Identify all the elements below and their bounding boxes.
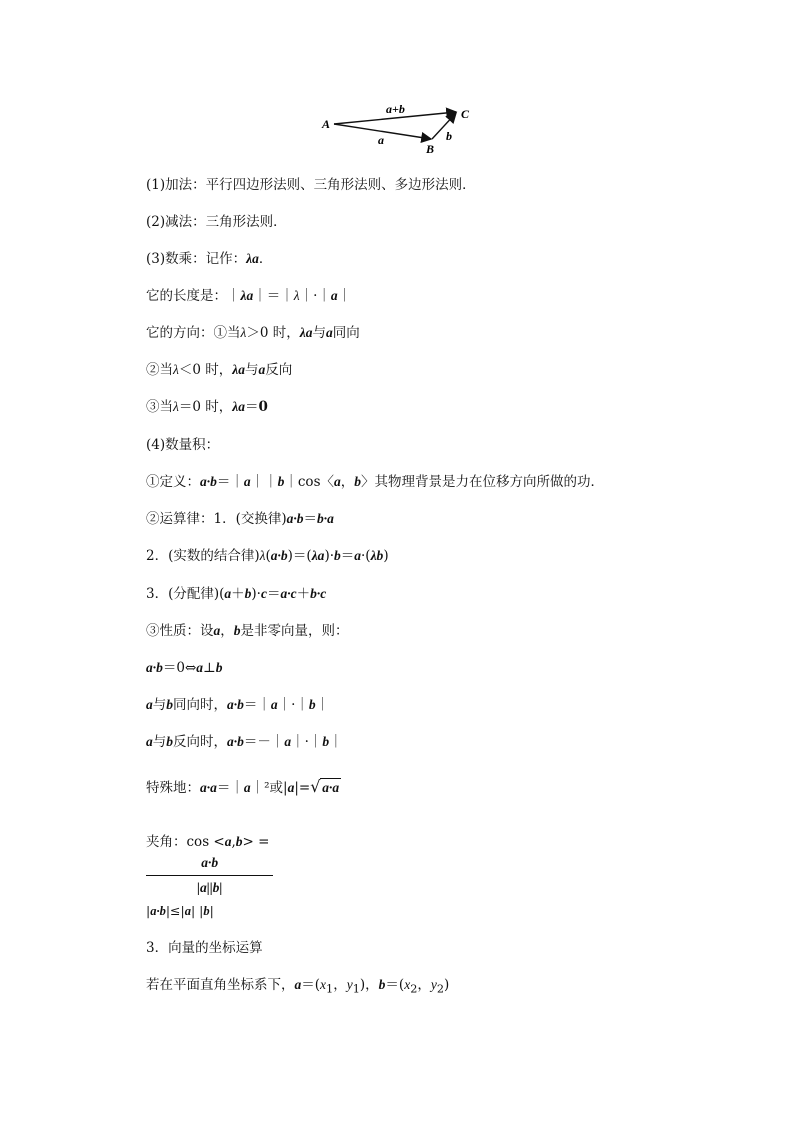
math: a — [243, 474, 251, 489]
text: ＝0 时， — [178, 399, 233, 415]
math: λa — [246, 251, 259, 266]
text: ｜cos〈 — [284, 474, 334, 490]
text: 同向时， — [173, 697, 227, 713]
opposite-direction-line — [146, 733, 343, 751]
math: a — [287, 780, 295, 795]
math: λa — [311, 548, 325, 563]
text: 3．向量的坐标运算 — [146, 940, 263, 956]
text: (2)减法：三角形法则． — [146, 214, 287, 230]
length-line — [146, 287, 351, 305]
associative-law-line — [146, 547, 389, 565]
text: ) — [383, 548, 389, 564]
text: ③当 — [146, 399, 173, 415]
math: a — [330, 288, 338, 303]
cauchy-schwarz-line — [146, 902, 214, 920]
angle-formula-line — [146, 832, 273, 898]
math: a — [224, 834, 232, 849]
math: b — [166, 734, 173, 749]
text: ＝( — [301, 977, 321, 993]
math: b — [235, 834, 243, 849]
math: a·c — [280, 586, 297, 601]
text: 与 — [152, 734, 167, 750]
text: ＝ — [340, 548, 355, 564]
math: a — [243, 780, 251, 795]
text: 与 — [312, 325, 326, 341]
text: ， — [220, 623, 234, 639]
subscript: 2 — [436, 982, 445, 996]
text: )， — [359, 977, 379, 993]
text: ＝ — [266, 586, 281, 602]
text: 夹角：cos < — [146, 834, 225, 850]
math: b — [203, 904, 210, 918]
text: ＝ — [303, 511, 317, 527]
math: a·a — [200, 780, 217, 795]
text: ｜·｜ — [299, 288, 331, 304]
text: ( — [265, 548, 271, 564]
text: ＝( — [385, 977, 405, 993]
scalar-mult-line — [146, 250, 272, 268]
dot-product-heading — [146, 436, 219, 454]
text: ， — [333, 977, 347, 993]
text: 同向 — [332, 325, 360, 341]
text: ①定义： — [146, 474, 200, 490]
text: | — [146, 903, 151, 918]
text: (3)数乘：记作： — [146, 251, 247, 267]
subscript: 2 — [410, 982, 418, 996]
special-case-line — [146, 778, 341, 797]
math: x — [320, 977, 327, 992]
math: λ — [173, 399, 179, 414]
text: 特殊地： — [146, 780, 200, 796]
text: (1)加法：平行四边形法则、三角形法则、多边形法则． — [146, 177, 476, 193]
math: a — [184, 904, 191, 918]
text: , — [231, 834, 236, 850]
text: ｜·｜ — [291, 734, 323, 750]
text: ． — [258, 251, 273, 267]
text: ， — [417, 977, 431, 993]
addition-rule-line — [146, 176, 476, 194]
direction-line-1 — [146, 324, 360, 342]
text: 3．(分配律)( — [146, 586, 225, 602]
coordinate-section-heading — [146, 939, 263, 957]
commutative-law-line — [146, 510, 334, 528]
math: a — [326, 325, 333, 340]
math: λa — [232, 362, 245, 377]
math: a — [146, 734, 153, 749]
text: ②运算律：1．(交换律) — [146, 511, 287, 527]
math: a — [146, 697, 153, 712]
math: y — [346, 977, 353, 992]
text: ＜0 时， — [178, 362, 233, 378]
direction-line-2 — [146, 361, 292, 379]
point-c-label: C — [461, 107, 470, 121]
math: a·b — [200, 474, 217, 489]
text: ＋ — [296, 586, 311, 602]
math: a·b — [227, 734, 244, 749]
text: )＝( — [287, 548, 312, 564]
math: λa — [240, 288, 254, 303]
perpendicular-line — [146, 659, 222, 677]
math: b·c — [310, 586, 327, 601]
direction-line-3 — [146, 398, 268, 416]
math: a — [294, 977, 302, 992]
properties-intro-line — [146, 622, 349, 640]
subtraction-rule-line — [146, 213, 287, 231]
text: (4)数量积： — [146, 437, 220, 453]
math: λb — [370, 548, 384, 563]
text: ③性质：设 — [146, 623, 214, 639]
subscript: 1 — [326, 982, 334, 996]
text: |= — [294, 780, 311, 796]
fraction-denominator: |a||b| — [197, 879, 223, 895]
text: ｜＝｜ — [253, 288, 294, 304]
math: λa — [232, 399, 245, 414]
math: λ — [240, 325, 247, 340]
math: c — [260, 586, 267, 601]
math: x — [404, 977, 411, 992]
text: ｜²或| — [250, 780, 288, 796]
text: ＝｜ — [243, 697, 271, 713]
text: ⊥ — [203, 660, 216, 676]
math: b·a — [317, 511, 334, 526]
math: b — [308, 697, 316, 712]
math: a — [224, 586, 232, 601]
math: a·a — [322, 780, 340, 795]
math: λ — [173, 362, 179, 377]
text: ， — [340, 474, 355, 490]
text: ｜｜ — [250, 474, 278, 490]
math: 0 — [258, 399, 268, 415]
math: a — [334, 474, 341, 489]
text: ＝0⇔ — [162, 660, 197, 676]
text: 它的方向：①当 — [146, 325, 241, 341]
text: )· — [251, 586, 261, 602]
math: b — [215, 660, 223, 675]
same-direction-line — [146, 696, 329, 714]
math: a·b — [270, 548, 288, 563]
text: 与 — [245, 362, 259, 378]
math: a·b — [227, 697, 244, 712]
text: ＞0 时， — [246, 325, 300, 341]
text: ｜ — [337, 288, 352, 304]
text: > = — [242, 834, 270, 850]
math: a — [258, 362, 266, 377]
math: y — [430, 977, 437, 992]
coordinate-definition-line — [146, 976, 449, 999]
text: 〉其物理背景是力在位移方向所做的功． — [361, 474, 604, 490]
text: 反向时， — [173, 734, 227, 750]
point-b-label: B — [426, 142, 435, 156]
text: ＋ — [231, 586, 245, 602]
math: a — [284, 734, 292, 749]
math: a·b — [146, 660, 163, 675]
vector-ac-label: a+b — [386, 102, 405, 116]
math: λ — [293, 288, 300, 303]
text: ｜ — [329, 734, 343, 750]
vector-ab-label: a — [378, 133, 384, 147]
text: ｜·｜ — [277, 697, 309, 713]
dot-product-definition — [146, 473, 604, 491]
text: | — [209, 903, 214, 918]
square-root: √ a·a — [310, 777, 340, 796]
vector-bc-label: b — [446, 129, 452, 143]
text: | | — [191, 903, 204, 918]
fraction — [146, 853, 273, 898]
vector-bc-arrow — [432, 113, 456, 139]
point-a-label: A — [322, 117, 331, 131]
math: a — [354, 548, 361, 563]
math: a — [196, 660, 204, 675]
math: b — [322, 734, 330, 749]
text: ＝ — [245, 399, 259, 415]
math: a·b — [150, 904, 166, 918]
vector-triangle-diagram — [310, 96, 480, 160]
text: 它的长度是：｜ — [146, 288, 241, 304]
text: )· — [324, 548, 334, 564]
text: 是非零向量，则： — [240, 623, 349, 639]
text: 与 — [152, 697, 167, 713]
math: λa — [299, 325, 313, 340]
text: 2．(实数的结合律) — [146, 548, 260, 564]
text: ＝｜ — [216, 474, 244, 490]
math: a·b — [286, 511, 304, 526]
math: b — [378, 977, 386, 992]
fraction-numerator: a·b — [146, 853, 273, 876]
subscript: 1 — [352, 982, 360, 996]
distributive-law-line — [146, 585, 326, 603]
math: b — [244, 586, 252, 601]
math: a — [213, 623, 221, 638]
text: ＝｜ — [216, 780, 244, 796]
math: b — [354, 474, 361, 489]
math: b — [277, 474, 285, 489]
text: 反向 — [265, 362, 293, 378]
text: 若在平面直角坐标系下， — [146, 977, 295, 993]
text: ＝－｜ — [243, 734, 285, 750]
math: b — [233, 623, 241, 638]
text: ·( — [361, 548, 371, 564]
text: ) — [444, 977, 450, 993]
math: λ — [259, 548, 266, 563]
math: b — [166, 697, 173, 712]
text: ②当 — [146, 362, 173, 378]
math: b — [334, 548, 341, 563]
text: ｜ — [315, 697, 330, 713]
math: a — [270, 697, 278, 712]
text: |≤| — [165, 903, 185, 918]
